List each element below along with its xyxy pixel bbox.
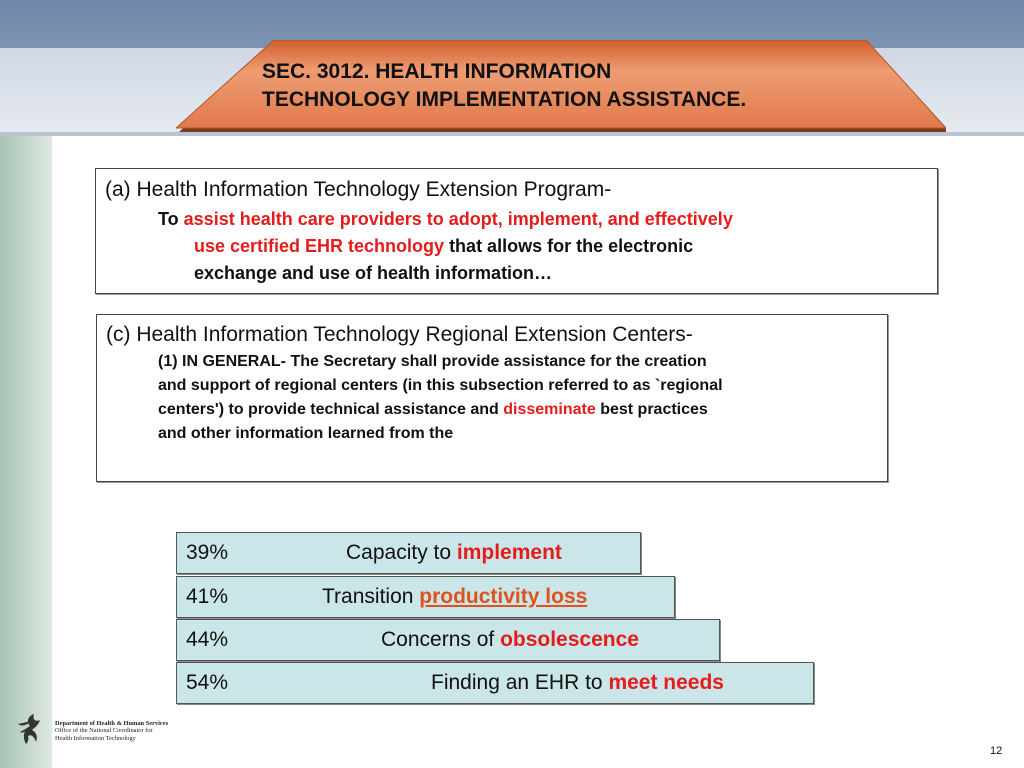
stat-bar-3: [176, 619, 720, 661]
section-a-line-3: exchange and use of health information…: [194, 263, 553, 283]
stat-highlight: obsolescence: [500, 628, 639, 651]
stat-text: Transition: [322, 585, 420, 608]
section-c-line-3-highlight: disseminate: [503, 401, 596, 418]
stat-highlight: meet needs: [608, 671, 724, 694]
stat-label: [431, 671, 724, 695]
section-a-line-2-suffix: that allows for the electronic: [444, 236, 694, 256]
stat-percent: 41%: [186, 585, 229, 608]
section-a-line-2-highlight: use certified EHR technology: [194, 236, 445, 256]
stat-percent: 39%: [186, 541, 229, 564]
section-a-line-1: [158, 209, 733, 230]
agency-line-1: Department of Health & Human Services: [55, 720, 169, 727]
stat-bar-2: [176, 576, 675, 618]
section-c-line-2: and support of regional centers (in this subsection referred to as `regional: [158, 377, 723, 394]
stat-label: [346, 541, 562, 565]
agency-line-2: Office of the National Coordinator for: [55, 727, 153, 735]
header-divider: [0, 132, 1024, 136]
stat-bar-4: [176, 662, 814, 704]
section-c-line-1: (1) IN GENERAL- The Secretary shall provide assistance for the creation: [158, 353, 707, 370]
stat-text: Capacity to: [346, 541, 457, 564]
section-c-line-4: and other information learned from the: [158, 425, 454, 442]
section-a-heading: (a) Health Information Technology Extension Program-: [105, 178, 612, 201]
page-number: 12: [990, 745, 1003, 757]
section-c-line-3-suffix: best practices: [595, 401, 708, 418]
stat-percent: 44%: [186, 628, 229, 651]
agency-line-3: Health Information Technology: [55, 734, 136, 742]
stat-highlight: implement: [456, 541, 562, 564]
section-a-line-1-prefix: To: [158, 209, 184, 229]
section-c-line-3: [158, 401, 708, 419]
page-title: [262, 58, 882, 114]
stat-label: [322, 585, 587, 609]
title-line-2: TECHNOLOGY IMPLEMENTATION ASSISTANCE.: [262, 88, 747, 111]
stat-text: Finding an EHR to: [431, 671, 609, 694]
stat-highlight: productivity loss: [419, 585, 588, 608]
section-c-heading: (c) Health Information Technology Regional Extension Centers-: [106, 323, 693, 346]
section-c-box: [96, 314, 888, 482]
title-line-1: SEC. 3012. HEALTH INFORMATION: [262, 60, 612, 83]
stat-text: Concerns of: [381, 628, 501, 651]
section-c-line-3-prefix: centers') to provide technical assistance and: [158, 401, 504, 418]
stat-percent: 54%: [186, 671, 229, 694]
section-a-line-1-highlight: assist health care providers to adopt, implement, and effectively: [183, 209, 733, 229]
section-a-box: [95, 168, 938, 294]
agency-text: [55, 720, 168, 742]
section-a-line-2: [194, 236, 693, 257]
stat-bar-1: [176, 532, 641, 574]
stat-label: [381, 628, 639, 652]
side-bar: [0, 136, 52, 768]
hhs-eagle-icon: [16, 706, 48, 746]
